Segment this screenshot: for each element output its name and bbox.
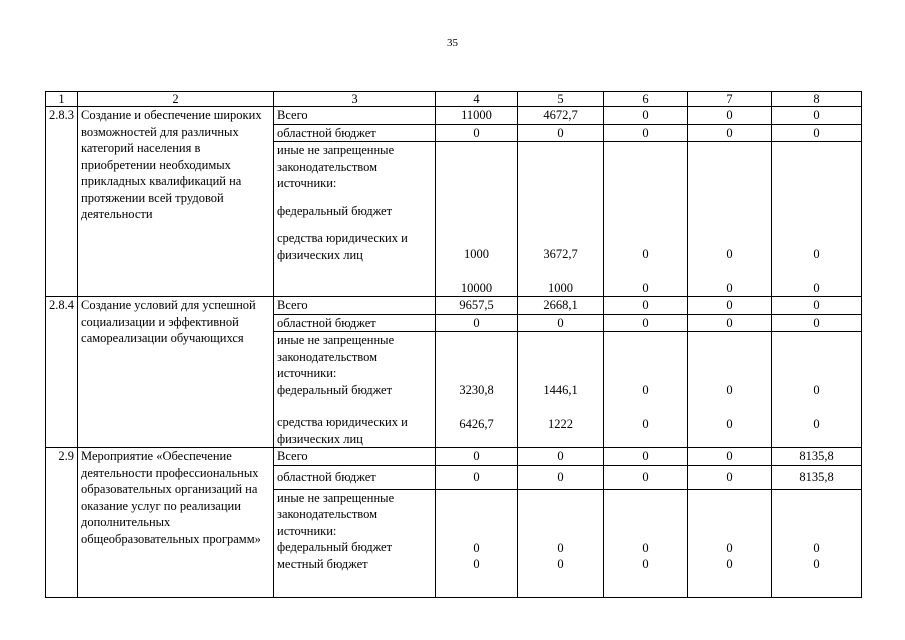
- header-cell: 4: [436, 92, 518, 107]
- value-cell: 8135,8: [772, 465, 862, 489]
- value-cell: 0: [436, 314, 518, 332]
- value-cell: 0: [557, 557, 564, 571]
- value-cell: 0: [726, 416, 733, 431]
- value-cell: 0: [772, 297, 862, 315]
- value-cell: 0: [642, 383, 649, 397]
- value-cell: 0: [726, 247, 733, 261]
- value-cell: 0: [726, 540, 733, 555]
- row-number: 2.8.4: [46, 297, 78, 448]
- value-cell: 0: [604, 107, 688, 125]
- header-row: [46, 92, 862, 107]
- value-cell: 0: [604, 314, 688, 332]
- source-label: Всего: [274, 448, 436, 466]
- value-cell: 0: [688, 107, 772, 125]
- header-cell: 8: [772, 92, 862, 107]
- header-cell: 3: [274, 92, 436, 107]
- value-cell: 0: [642, 247, 649, 261]
- activity-name: Создание условий для успешной социализации и эффективной самореализации обучающихся: [78, 297, 274, 448]
- source-label: областной бюджет: [274, 465, 436, 489]
- value-cell: 0: [726, 280, 733, 295]
- value-cell: 1222: [548, 416, 573, 431]
- source-label: федеральный бюджет: [277, 540, 393, 554]
- value-cell: 0: [518, 465, 604, 489]
- value-cell: 0: [772, 107, 862, 125]
- table-row: [46, 448, 862, 466]
- budget-table: [45, 91, 862, 598]
- page-number: 35: [447, 37, 458, 49]
- value-cell: 0: [813, 557, 820, 571]
- value-cell: 0: [813, 540, 820, 555]
- value-cell: 0: [473, 557, 480, 571]
- value-cell: 1000: [548, 280, 573, 295]
- table-row: [46, 107, 862, 125]
- value-cell: 0: [813, 416, 820, 431]
- table-row: [46, 297, 862, 315]
- value-cell: 11000: [436, 107, 518, 125]
- activity-name: Мероприятие «Обеспечение деятельности профессиональных образовательных организаций на оказание услуг по реализации дополнительных общеобразовательных программ»: [78, 448, 274, 598]
- value-cell: 0: [436, 124, 518, 142]
- other-sources-label: иные не запрещенные законодательством источники:: [277, 490, 395, 538]
- other-sources-label: иные не запрещенные законодательством источники:: [277, 143, 395, 190]
- value-cell: 0: [726, 557, 733, 571]
- value-cell: 0: [642, 540, 649, 555]
- source-label: средства юридических и физических лиц: [277, 231, 408, 262]
- value-cell: 0: [688, 124, 772, 142]
- row-number: 2.8.3: [46, 107, 78, 297]
- value-cell: 0: [436, 465, 518, 489]
- value-cell: 0: [642, 557, 649, 571]
- header-cell: 5: [518, 92, 604, 107]
- value-cell: 0: [813, 383, 820, 397]
- value-cell: 8135,8: [772, 448, 862, 466]
- other-sources-label: иные не запрещенные законодательством источники:: [277, 333, 395, 380]
- value-cell: 0: [436, 448, 518, 466]
- source-label: Всего: [274, 297, 436, 315]
- value-cell: 0: [557, 540, 564, 555]
- source-label: областной бюджет: [274, 124, 436, 142]
- value-cell: 0: [813, 247, 820, 261]
- value-cell: 0: [642, 416, 649, 431]
- value-cell: 0: [518, 124, 604, 142]
- value-cell: 0: [688, 314, 772, 332]
- source-label: средства юридических и физических лиц: [277, 415, 408, 446]
- value-cell: 0: [518, 448, 604, 466]
- value-cell: 0: [772, 124, 862, 142]
- header-cell: 1: [46, 92, 78, 107]
- row-number: 2.9: [46, 448, 78, 598]
- value-cell: 0: [688, 448, 772, 466]
- value-cell: 1446,1: [543, 383, 578, 397]
- value-cell: 0: [772, 314, 862, 332]
- value-cell: 10000: [460, 280, 493, 295]
- value-cell: 9657,5: [436, 297, 518, 315]
- header-cell: 6: [604, 92, 688, 107]
- value-cell: 3672,7: [543, 247, 578, 261]
- value-cell: 0: [688, 465, 772, 489]
- source-label: Всего: [274, 107, 436, 125]
- value-cell: 0: [642, 280, 649, 295]
- source-label: областной бюджет: [274, 314, 436, 332]
- value-cell: 0: [604, 297, 688, 315]
- value-cell: 1000: [464, 247, 489, 261]
- value-cell: 6426,7: [459, 416, 494, 431]
- header-cell: 7: [688, 92, 772, 107]
- header-cell: 2: [78, 92, 274, 107]
- value-cell: 0: [604, 124, 688, 142]
- value-cell: 0: [518, 314, 604, 332]
- value-cell: 0: [688, 297, 772, 315]
- activity-name: Создание и обеспечение широких возможностей для различных категорий населения в приобретении необходимых прикладных квалификаций на протяжении всей трудовой деятельности: [78, 107, 274, 297]
- value-cell: 0: [604, 465, 688, 489]
- value-cell: 0: [726, 383, 733, 397]
- value-cell: 0: [473, 540, 480, 555]
- source-label: федеральный бюджет: [277, 382, 393, 397]
- value-cell: 0: [604, 448, 688, 466]
- source-label: местный бюджет: [277, 556, 368, 571]
- value-cell: 0: [813, 280, 820, 295]
- value-cell: 2668,1: [518, 297, 604, 315]
- source-label: федеральный бюджет: [277, 203, 393, 218]
- value-cell: 3230,8: [459, 383, 494, 397]
- value-cell: 4672,7: [518, 107, 604, 125]
